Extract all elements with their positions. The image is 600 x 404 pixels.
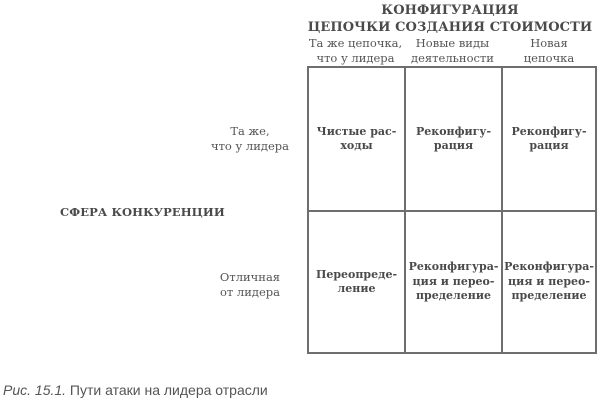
column-header-same-chain: [307, 36, 404, 66]
row-header-same: [200, 124, 300, 154]
row-axis-title: СФЕРА КОНКУРЕНЦИИ: [60, 205, 225, 219]
cell-reconfiguration-and-redefinition: [503, 212, 595, 352]
cell-line: Реконфигу-: [511, 124, 587, 138]
cell-redefinition: [309, 212, 404, 352]
caption-text: Пути атаки на лидера отрасли: [66, 382, 268, 398]
row-header-line: Отличная: [219, 270, 281, 284]
cell-line: ление: [337, 282, 376, 295]
column-header-line: деятельности: [411, 51, 494, 65]
column-header-line: Новые виды: [415, 36, 490, 50]
cell-line: Чистые рас-: [316, 124, 397, 138]
matrix-grid: [307, 66, 597, 354]
row-header-line: что у лидера: [210, 139, 290, 153]
cell-reconfiguration: [406, 68, 501, 210]
column-header-new-chain: [501, 36, 597, 66]
row-header-line: от лидера: [219, 285, 280, 299]
cell-line: рация: [529, 139, 569, 152]
cell-pure-cost: [309, 68, 404, 210]
cell-line: пределение: [511, 289, 587, 303]
cell-line: ходы: [340, 139, 373, 152]
column-axis-title: [300, 2, 600, 36]
column-header-line: Новая: [530, 36, 568, 50]
row-header-line: Та же,: [230, 124, 270, 138]
cell-line: ция и перео-: [508, 274, 590, 288]
cell-reconfiguration: [503, 68, 595, 210]
cell-line: ция и перео-: [412, 274, 495, 288]
cell-line: Реконфигура-: [408, 260, 499, 274]
cell-line: Реконфигу-: [415, 124, 492, 138]
column-header-line: Та же цепочка,: [308, 36, 403, 50]
figure-caption: [3, 382, 268, 398]
row-header-different: [200, 270, 300, 300]
cell-line: Переопреде-: [315, 267, 398, 281]
column-axis-title-line1: КОНФИГУРАЦИЯ: [381, 3, 519, 18]
column-header-new-activities: [404, 36, 501, 66]
column-header-line: цепочка: [523, 51, 575, 65]
cell-reconfiguration-and-redefinition: [406, 212, 501, 352]
cell-line: пределение: [415, 289, 492, 303]
caption-label: Рис. 15.1.: [3, 382, 67, 398]
cell-line: Реконфигура-: [504, 260, 594, 274]
column-axis-title-line2: ЦЕПОЧКИ СОЗДАНИЯ СТОИМОСТИ: [307, 20, 593, 35]
column-header-line: что у лидера: [316, 51, 395, 65]
cell-line: рация: [433, 139, 474, 152]
